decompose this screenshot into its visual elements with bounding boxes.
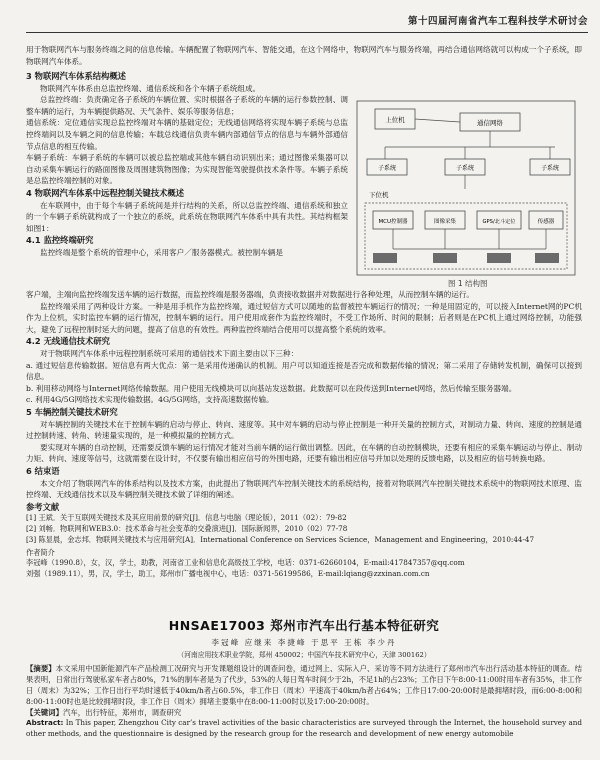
- reference-item-2: [2] 刘畅．物联网和WEB3.0：技术革命与社会变革的交叠演进[J]．国际新闻界，2010（02）77-78: [26, 524, 348, 534]
- sec5-paragraph-2: 要实现对车辆的自动控制，还需要反馈车辆的运行情况才能对当前车辆的运行做出调整。因此，在车辆的自动控制模块，还要有相应的采集车辆运动与停止、制动力矩、转向、速度等信号，这就需要在设计时，不仅要有输出相应信号的外围电路，还要有输出相应信号并加以处理的反馈电路，以及相应的信号转换电路。: [26, 442, 582, 464]
- intro-paragraph-block: [26, 44, 582, 67]
- sec41-paragraph-1a: 监控终端是整个系统的管理中心，采用客户／服务器模式。被控制车辆是: [40, 247, 283, 257]
- structure-diagram: [355, 99, 577, 277]
- sensor-label: 传感器: [537, 219, 555, 225]
- sec42-intro: 对于物联网汽车体系中远程控制系统可采用的通信技术下面主要由以下三种：: [40, 348, 299, 358]
- intro-paragraph: 用于物联网汽车与服务终端之间的信息传输。车辆配置了物联网汽车、智能交通，在这个网络中，物联网汽车与服务终端，再结合通信网络就可以构成一个子系统，即物联网汽车体系。: [26, 45, 582, 66]
- lower-block-1: [373, 253, 397, 263]
- references-heading: 参考文献: [26, 501, 60, 512]
- article2-english-abstract: [26, 718, 582, 739]
- references: [26, 501, 582, 580]
- sec6-heading: 6 结束语: [26, 465, 60, 476]
- subsystem-label-2: 子系统: [455, 165, 475, 172]
- sec42-item-a: a. 通过短信息传输数据。短信息有两大优点：第一是采用传递确认的机制。用户可以知道连接是否完成和数据传输的情况；第二采用了存储转发机制，确保可以接到信息。: [26, 360, 582, 382]
- english-abstract-label: Abstract:: [26, 718, 64, 727]
- image-label: 图像采集: [433, 219, 457, 225]
- keywords-text: 汽车，出行特征，郑州市，调查研究: [62, 708, 182, 717]
- sec41-heading: 4.1 监控终端研究: [26, 235, 94, 246]
- keywords-label: 【关键词】: [26, 708, 63, 717]
- lower-block-4: [535, 253, 559, 263]
- sec5-paragraph-1: 对车辆控制的关键技术在于控制车辆的启动与停止、转向、速度等。其中对车辆的启动与停止控制是一种开关量的控制方式，对制动力量、转向、速度的控制是通过控制转速、转角、转速量实现的，是一种模拟量的控制方式。: [26, 419, 582, 441]
- article2-authors: 李冠峰 应继来 李捷峰 于思平 王栋 李少丹: [211, 638, 397, 647]
- lower-block-2: [433, 253, 457, 263]
- figure-caption: 图 1 结构图: [448, 279, 488, 288]
- lower-block-3: [487, 253, 511, 263]
- abstract-text: 本文采用中国新能源汽车产品检测工况研究与开发课题组设计的调查问卷，通过网上、实际入户、采访等不同方法进行了郑州市汽车出行活动基本特征的调查。结果表明，日常出行驾驶私家车者占80%，71%的制车者是为了代步，53%的人每日驾车时间少于2h，不足1h的占23%；工作日下午8:00-11:00时用车者有35%，非工作日（周末）为32%；工作日出行平均时速低于40km/h者占60.5%，非工作日（周末）平速高于40km/h者占64%；工作日17:00-20:00时是最拥堵时段，而6:00-8:00和8:00-11:00时也是比较拥堵时段，非工作日（周末）拥堵主要集中在8:00-11:00时以及17:00-20:00时。: [26, 664, 582, 706]
- sec41-paragraph-2: 监控终端采用了两种设计方案。一种是用手机作为监控终端，通过短信方式可以随地的监督被控车辆运行的情况；一种是用固定的，可以接入Internet网的PC机作为上位机，实时监控车辆的运行情况，控制车辆的运行。用户使用成套作为监控终端时，不受工作场所、时间的限制；后者则是在PC机上通过网络控制，功能强大，避免了远程控制时延大的问题，提高了信息的有效性。两种监控终端结合使用可以提高整个系统的效率。: [26, 301, 582, 334]
- link-upper-network: [415, 119, 460, 122]
- sec3-paragraph-3: 通信系统：定位通信实现总监控终端对车辆的基础定位；无线通信网络将实现车辆子系统与总监控终端间以及车辆之间的信息传输；车载总线通信负责车辆内部通信节点的信息与车辆外部通信节点信息的相互传输。: [26, 118, 348, 151]
- sec6-paragraph-1: 本文介绍了物联网汽车的体系结构以及技术方案，由此提出了物联网汽车控制关键技术的系统结构，接着对物联网汽车控制关键技术系统中的物联网技术原理、监控终端、无线通信技术以及车辆控制关键技术做了详细的阐述。: [26, 478, 582, 500]
- article2-keywords: [26, 707, 582, 718]
- english-abstract-text: In This paper, Zhengzhou City car’s travel activities of the basic characteristics are surveyed through the Internet, the household survey and other methods, and the questionnaire is designed by the research group for the research and development of new energy automobile: [26, 718, 582, 738]
- abstract-label: 【摘要】: [26, 664, 56, 673]
- page-header: [0, 10, 594, 38]
- sec41-paragraph-1b: 客户端，主端向监控终端发送车辆的运行数据，而监控终端是服务器端，负责接收数据并对数据进行各种处理，从而控制车辆的运行。: [26, 290, 475, 299]
- gps-label: GPS/北斗定位: [482, 219, 516, 225]
- sec42-heading: 4.2 无线通信技术研究: [26, 336, 110, 347]
- article2-abstract: [26, 663, 582, 707]
- network-label: 通信网络: [477, 119, 503, 127]
- sec3-heading: 3 物联网汽车体系结构概述: [26, 71, 126, 81]
- upper-computer-label: 上位机: [385, 116, 405, 124]
- reference-item-3: [3] 陈显晨，金志邦．物联网关键技术与应用研究[A]．International Conference on Services Science，Management and Engineering，2010:44-47: [26, 534, 535, 544]
- sec4-paragraph-1: 在车联网中，由于每个车辆子系统间是并行结构的关系，所以总监控终端、通信系统和独立的一个车辆子系统就构成了一个独立的系统，此系统在物联网汽车体系中具有共性。其结构框架如图1：: [26, 200, 348, 233]
- article2-title: HNSAE17003 郑州市汽车出行基本特征研究: [168, 618, 440, 633]
- full-width-body: [26, 289, 582, 580]
- second-article: [26, 616, 582, 739]
- sec42-item-c: c. 利用4G/5G网络技术实现传输数据。4G/5G网络，支持高速数据传输。: [26, 395, 274, 405]
- header-rule: [26, 32, 588, 33]
- author-bio-2: 刘强（1989.11），男，汉，学士，助工，郑州市广播电视中心，电话：0371-56199586，E-mail:lqiang@zzxinan.com.cn: [26, 569, 430, 579]
- author-bio-label: 作者简介: [26, 547, 55, 557]
- lower-computer-label: 下位机: [369, 191, 389, 199]
- subsystem-label-3: 子系统: [540, 165, 560, 172]
- sec3-paragraph-2: 总监控终端：负责确定各子系统的车辆位置、实时根据各子系统的车辆的运行参数控制、调整车辆的运行，为车辆提供路况、天气条件、娱乐等服务信息；: [26, 95, 348, 116]
- mcu-label: MCU控制器: [378, 219, 408, 225]
- sec3-paragraph-4: 车辆子系统：车辆子系统的车辆可以被总监控端或其他车辆自动识别出来；通过图像采集器可以自动采集车辆运行的路面图像及周围建筑物图像；为实现智能驾驶提供技术条件等。车辆子系统是总监控终端控制的对象。: [26, 153, 348, 186]
- article2-affiliation: （河南应用技术职业学院，郑州 450002；中国汽车技术研究中心，天津 300162）: [177, 651, 431, 659]
- left-column: [26, 70, 348, 259]
- sec42-item-b: b. 利用移动网络与Internet网络传输数据。用户使用无线模块可以向基站发送数据。此数据可以在段传送到Internet网络，然后传输至服务器端。: [26, 383, 517, 393]
- sec4-heading: 4 物联网汽车体系中远程控制关键技术概述: [26, 187, 185, 198]
- sec3-paragraph-1: 物联网汽车体系由总监控终端、通信系统和各个车辆子系统组成。: [40, 83, 261, 93]
- author-bio-1: 李冠峰（1990.8），女，汉，学士，助教，河南省工业和信息化高级技工学校，电话：0371-62660104，E-mail:417847357@qq.com: [26, 558, 465, 568]
- header-title: 第十四届河南省汽车工程科技学术研讨会: [407, 16, 588, 27]
- sec5-heading: 5 车辆控制关键技术研究: [26, 406, 118, 417]
- reference-item-1: [1] 王斌．关于互联网关键技术及其应用前景的研究[J]．信息与电脑（理论版），2011（02）：79-82: [26, 513, 347, 523]
- subsystem-label-1: 子系统: [377, 165, 397, 172]
